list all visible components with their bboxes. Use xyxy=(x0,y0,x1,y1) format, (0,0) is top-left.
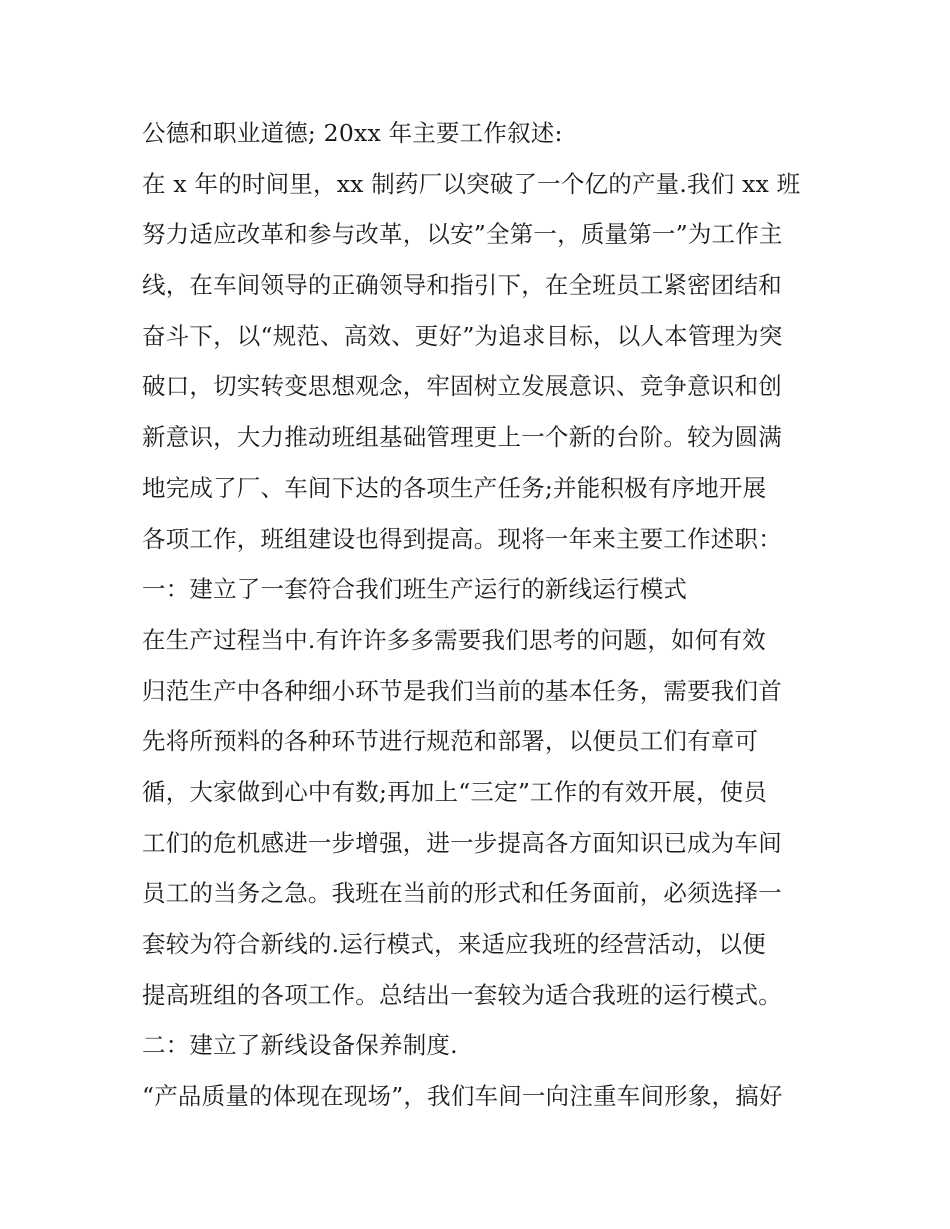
text-line: “产品质量的体现在现场”，我们车间一向注重车间形象，搞好 xyxy=(142,1082,783,1111)
text-line: 套较为符合新线的.运行模式，来适应我班的经营活动，以便 xyxy=(142,930,766,958)
text-line: 各项工作，班组建设也得到提高。现将一年来主要工作述职： xyxy=(142,524,782,553)
text-line: 奋斗下，以“规范、高效、更好”为追求目标，以人本管理为突 xyxy=(142,321,783,350)
text-line: 工们的危机感进一步增强，进一步提高各方面知识已成为车间 xyxy=(142,828,782,857)
text-line: 新意识，大力推动班组基础管理更上一个新的台阶。较为圆满 xyxy=(142,423,782,452)
section-heading-1: 一：建立了一套符合我们班生产运行的新线运行模式 xyxy=(142,575,688,604)
text-line: 破口，切实转变思想观念，牢固树立发展意识、竞争意识和创 xyxy=(142,372,782,401)
text-line: 员工的当务之急。我班在当前的形式和任务面前，必须选择一 xyxy=(142,879,782,908)
text-line: 提高班组的各项工作。总结出一套较为适合我班的运行模式。 xyxy=(142,980,782,1009)
text-line: 公德和职业道德; 20xx 年主要工作叙述: xyxy=(142,119,563,147)
text-line: 地完成了厂、车间下达的各项生产任务;并能积极有序地开展 xyxy=(142,473,767,502)
text-line: 努力适应改革和参与改革，以安”全第一，质量第一”为工作主 xyxy=(142,220,783,249)
section-heading-2: 二：建立了新线设备保养制度. xyxy=(142,1031,458,1060)
text-line: 循，大家做到心中有数;再加上“三定”工作的有效开展，使员 xyxy=(142,777,768,806)
text-line: 在 x 年的时间里，xx 制药厂以突破了一个亿的产量.我们 xx 班 xyxy=(142,169,801,198)
text-line: 归范生产中各种细小环节是我们当前的基本任务，需要我们首 xyxy=(142,676,782,705)
text-line: 在生产过程当中.有许许多多需要我们思考的问题，如何有效 xyxy=(142,625,766,654)
document-body xyxy=(142,108,822,1122)
text-line: 线，在车间领导的正确领导和指引下，在全班员工紧密团结和 xyxy=(142,271,782,300)
text-line: 先将所预料的各种环节进行规范和部署，以便员工们有章可 xyxy=(142,727,759,756)
